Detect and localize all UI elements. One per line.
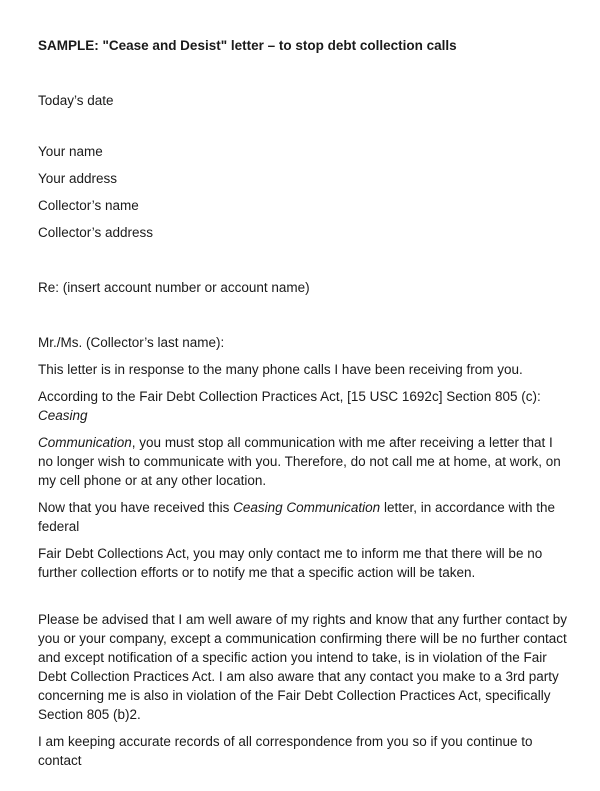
- stop-communication-text: , you must stop all communication with me after receiving a letter that I no longer wish to communicate with you. Therefore, do not call me at home, at work, on my cell phone or at any other location.: [38, 435, 561, 488]
- ceasing-italic: Ceasing: [38, 408, 88, 423]
- paragraph-contact-limits: Fair Debt Collections Act, you may only contact me to inform me that there will be no further collection efforts or to notify me that a specific action will be taken.: [38, 546, 543, 580]
- fdcpa-reference-text: According to the Fair Debt Collection Practices Act, [15 USC 1692c] Section 805 (c):: [38, 389, 541, 404]
- paragraph-records: [38, 732, 570, 770]
- paragraph-stop-communication: [38, 433, 570, 490]
- re-line: Re: (insert account number or account name): [38, 280, 310, 295]
- collector-name: Collector’s name: [38, 198, 139, 213]
- paragraph-fdcpa-reference: [38, 387, 570, 425]
- letter-page: [38, 36, 570, 778]
- records-text-a: I am keeping accurate records of all correspondence from you so if you continue to: [38, 734, 533, 749]
- letter-title: SAMPLE: "Cease and Desist" letter – to stop debt collection calls: [38, 38, 457, 53]
- paragraph-rights: Please be advised that I am well aware of my rights and know that any further contact by you or your company, except a communication confirming there will be no further contact and except notification of a specific action you intend to take, is in violation of the Fair Debt Collection Practices Act. I am also aware that any contact you make to a 3rd party concerning me is also in violation of the Fair Debt Collection Practices Act, specifically Section 805 (b)2.: [38, 612, 568, 722]
- paragraph-response: This letter is in response to the many phone calls I have been receiving from you.: [38, 362, 523, 377]
- sender-name: Your name: [38, 144, 103, 159]
- collector-address: Collector’s address: [38, 225, 154, 240]
- sender-address: Your address: [38, 171, 118, 186]
- communication-italic: Communication: [38, 435, 132, 450]
- paragraph-received-letter: [38, 498, 570, 536]
- received-letter-text-b: letter, in accordance with the: [380, 500, 556, 515]
- salutation: Mr./Ms. (Collector’s last name):: [38, 335, 225, 350]
- date-line: Today’s date: [38, 93, 114, 108]
- records-text-b: contact: [38, 753, 82, 768]
- received-letter-text-a: Now that you have received this: [38, 500, 234, 515]
- ceasing-communication-italic: Ceasing Communication: [233, 500, 381, 515]
- received-letter-text-c: federal: [38, 519, 80, 534]
